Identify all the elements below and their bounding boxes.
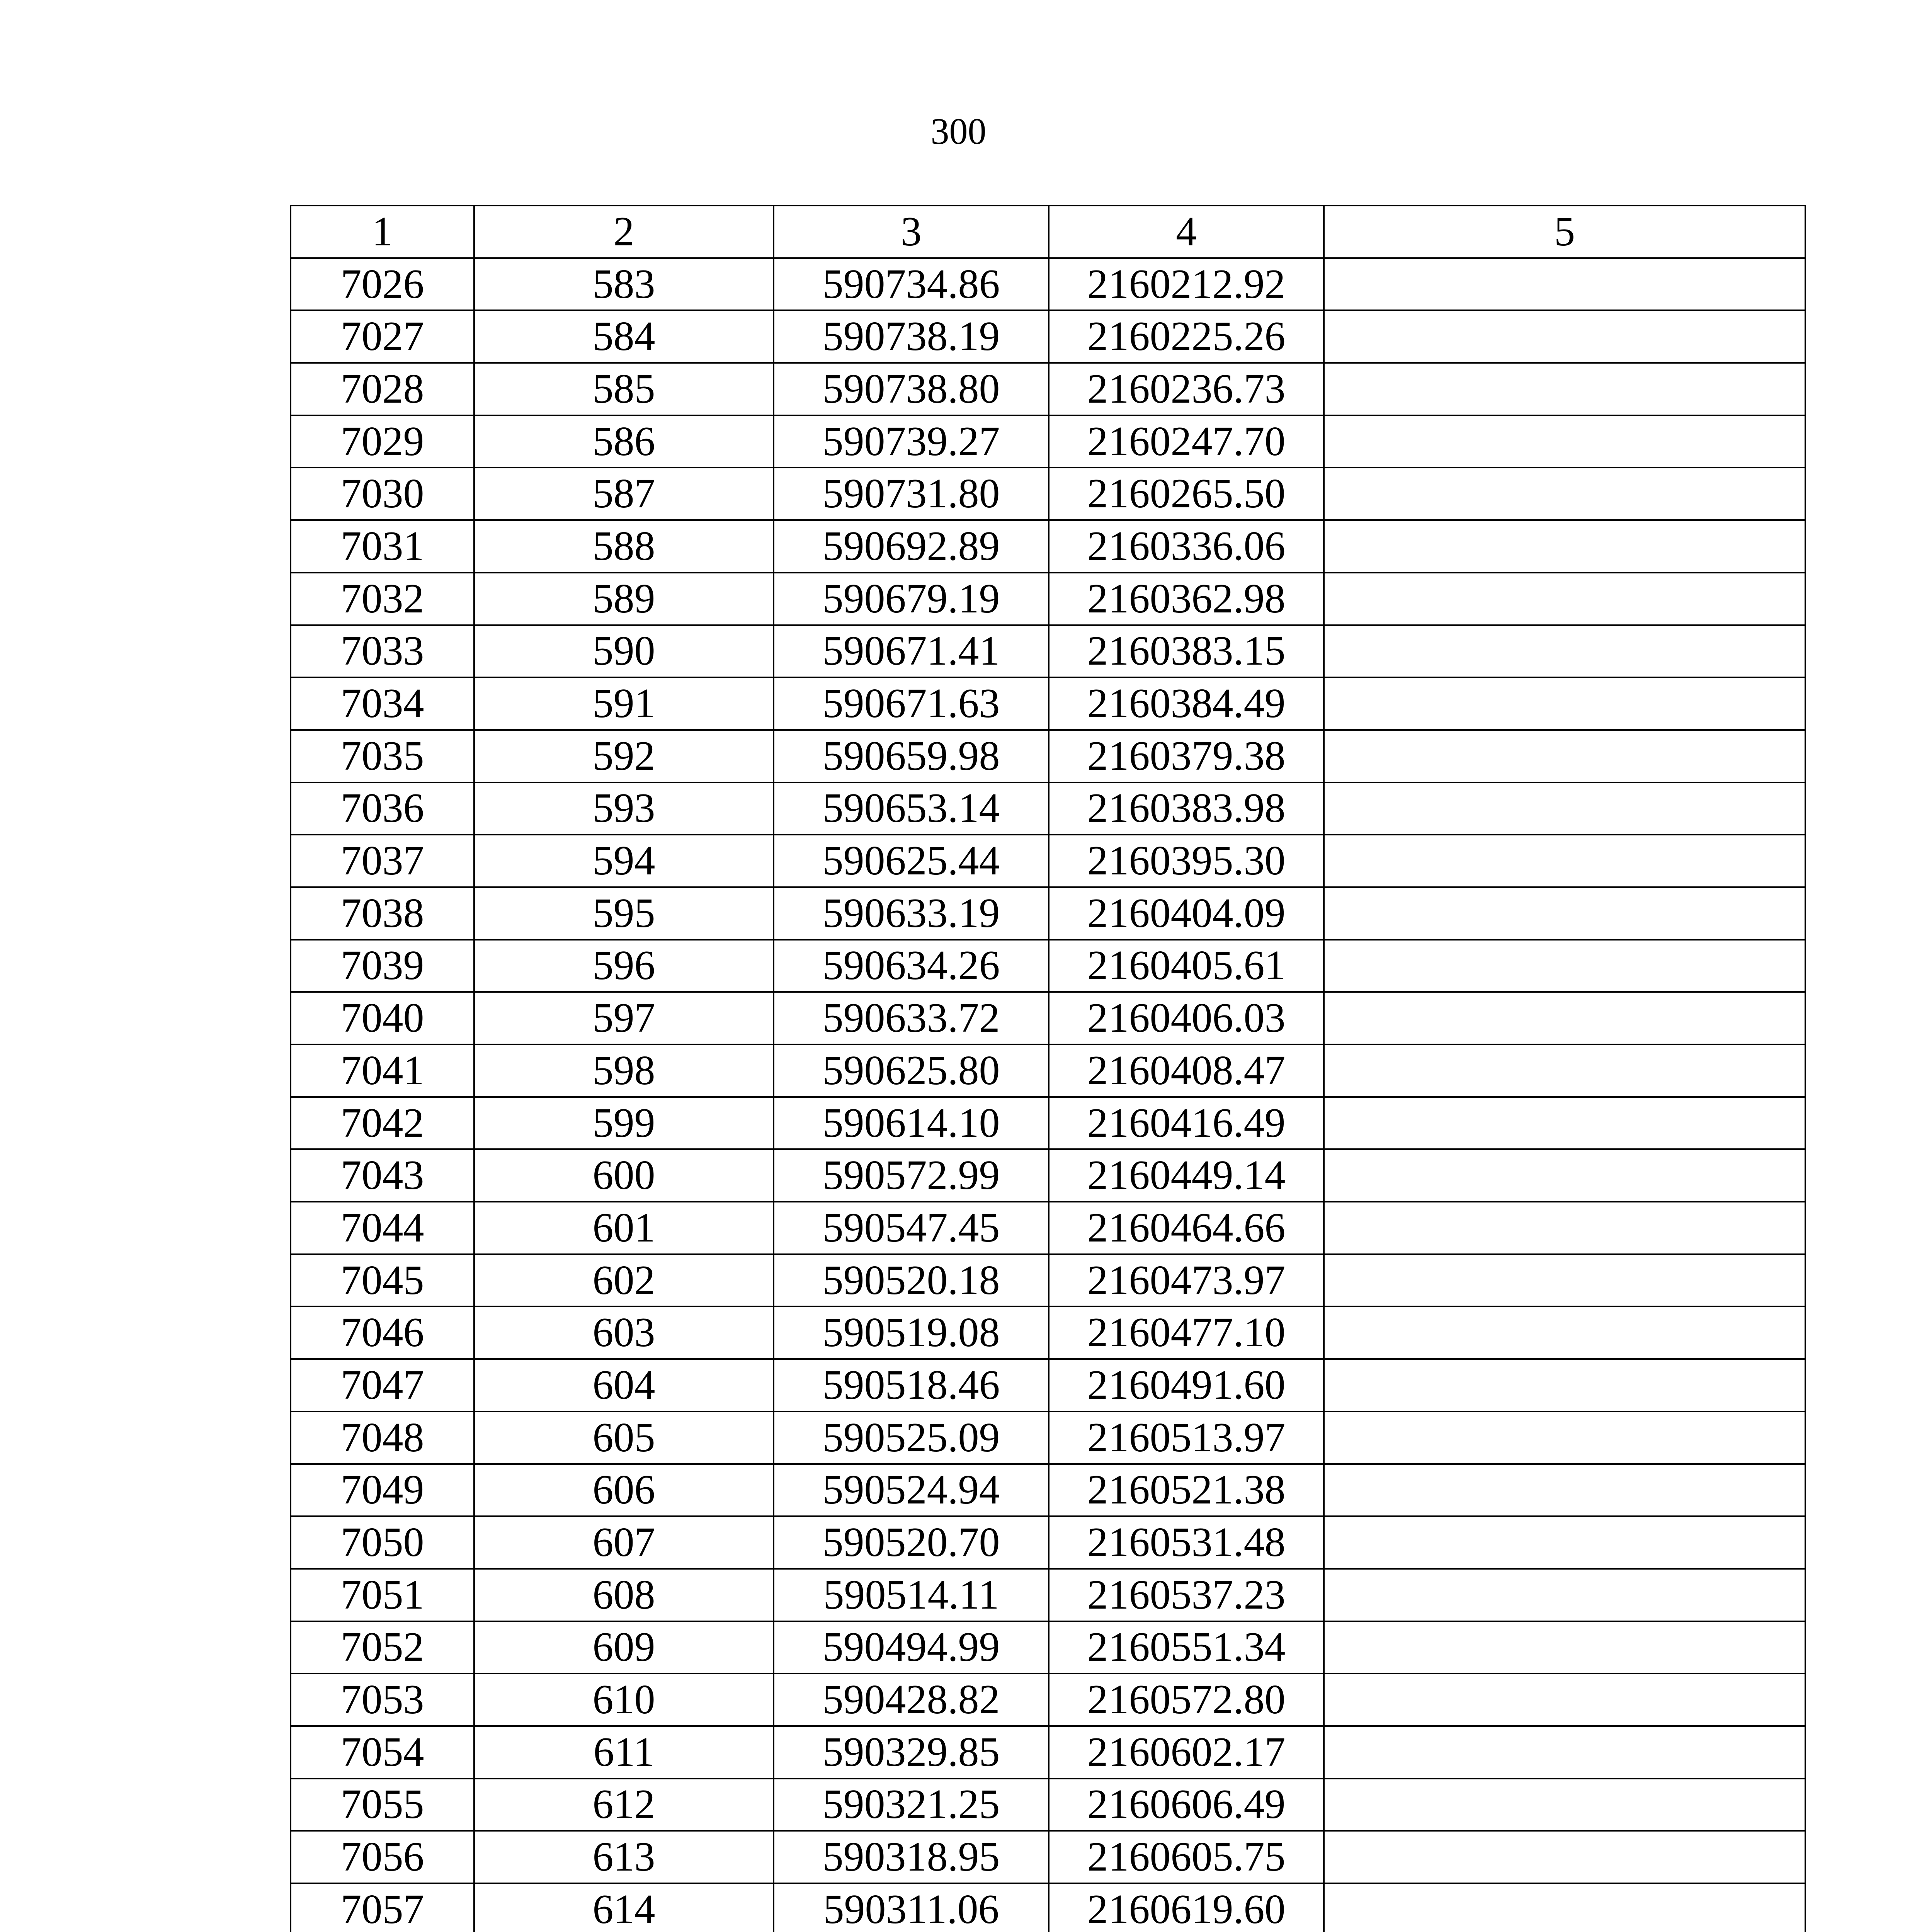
point-number-cell: 610 <box>474 1673 774 1726</box>
x-coordinate-cell: 590671.41 <box>774 625 1049 678</box>
point-number-cell: 613 <box>474 1831 774 1883</box>
header-cell-1: 1 <box>291 206 474 258</box>
x-coordinate-cell: 590311.06 <box>774 1883 1049 1932</box>
x-coordinate-cell: 590625.44 <box>774 835 1049 887</box>
row-number-cell: 7055 <box>291 1779 474 1831</box>
y-coordinate-cell: 2160395.30 <box>1049 835 1324 887</box>
point-number-cell: 592 <box>474 730 774 782</box>
header-cell-5: 5 <box>1324 206 1805 258</box>
point-number-cell: 608 <box>474 1569 774 1621</box>
note-cell <box>1324 1412 1805 1464</box>
table-row <box>291 1516 1805 1569</box>
table-row <box>291 573 1805 625</box>
x-coordinate-cell: 590653.14 <box>774 782 1049 835</box>
row-number-cell: 7053 <box>291 1673 474 1726</box>
row-number-cell: 7045 <box>291 1254 474 1307</box>
x-coordinate-cell: 590625.80 <box>774 1044 1049 1097</box>
y-coordinate-cell: 2160449.14 <box>1049 1149 1324 1202</box>
x-coordinate-cell: 590321.25 <box>774 1779 1049 1831</box>
point-number-cell: 587 <box>474 468 774 520</box>
point-number-cell: 607 <box>474 1516 774 1569</box>
y-coordinate-cell: 2160336.06 <box>1049 520 1324 573</box>
header-cell-4: 4 <box>1049 206 1324 258</box>
point-number-cell: 600 <box>474 1149 774 1202</box>
x-coordinate-cell: 590671.63 <box>774 677 1049 730</box>
row-number-cell: 7047 <box>291 1359 474 1412</box>
y-coordinate-cell: 2160408.47 <box>1049 1044 1324 1097</box>
note-cell <box>1324 1883 1805 1932</box>
table-row <box>291 468 1805 520</box>
point-number-cell: 612 <box>474 1779 774 1831</box>
note-cell <box>1324 1306 1805 1359</box>
x-coordinate-cell: 590318.95 <box>774 1831 1049 1883</box>
table-body <box>291 258 1805 1932</box>
y-coordinate-cell: 2160247.70 <box>1049 415 1324 468</box>
note-cell <box>1324 625 1805 678</box>
table-row <box>291 1097 1805 1150</box>
x-coordinate-cell: 590739.27 <box>774 415 1049 468</box>
row-number-cell: 7029 <box>291 415 474 468</box>
table-row <box>291 1779 1805 1831</box>
table-row <box>291 415 1805 468</box>
note-cell <box>1324 992 1805 1044</box>
point-number-cell: 614 <box>474 1883 774 1932</box>
row-number-cell: 7038 <box>291 887 474 940</box>
note-cell <box>1324 573 1805 625</box>
x-coordinate-cell: 590692.89 <box>774 520 1049 573</box>
x-coordinate-cell: 590329.85 <box>774 1726 1049 1779</box>
row-number-cell: 7032 <box>291 573 474 625</box>
y-coordinate-cell: 2160605.75 <box>1049 1831 1324 1883</box>
x-coordinate-cell: 590738.19 <box>774 310 1049 363</box>
table-row <box>291 730 1805 782</box>
row-number-cell: 7054 <box>291 1726 474 1779</box>
note-cell <box>1324 1044 1805 1097</box>
row-number-cell: 7040 <box>291 992 474 1044</box>
note-cell <box>1324 887 1805 940</box>
y-coordinate-cell: 2160606.49 <box>1049 1779 1324 1831</box>
row-number-cell: 7051 <box>291 1569 474 1621</box>
point-number-cell: 591 <box>474 677 774 730</box>
table-row <box>291 940 1805 992</box>
row-number-cell: 7035 <box>291 730 474 782</box>
table-row <box>291 1044 1805 1097</box>
y-coordinate-cell: 2160537.23 <box>1049 1569 1324 1621</box>
row-number-cell: 7036 <box>291 782 474 835</box>
x-coordinate-cell: 590634.26 <box>774 940 1049 992</box>
y-coordinate-cell: 2160531.48 <box>1049 1516 1324 1569</box>
point-number-cell: 598 <box>474 1044 774 1097</box>
x-coordinate-cell: 590679.19 <box>774 573 1049 625</box>
point-number-cell: 596 <box>474 940 774 992</box>
note-cell <box>1324 520 1805 573</box>
row-number-cell: 7057 <box>291 1883 474 1932</box>
x-coordinate-cell: 590520.18 <box>774 1254 1049 1307</box>
note-cell <box>1324 835 1805 887</box>
y-coordinate-cell: 2160477.10 <box>1049 1306 1324 1359</box>
note-cell <box>1324 1202 1805 1254</box>
header-cell-2: 2 <box>474 206 774 258</box>
table-row <box>291 1464 1805 1517</box>
row-number-cell: 7050 <box>291 1516 474 1569</box>
coordinates-table <box>290 205 1806 1932</box>
y-coordinate-cell: 2160362.98 <box>1049 573 1324 625</box>
x-coordinate-cell: 590519.08 <box>774 1306 1049 1359</box>
y-coordinate-cell: 2160572.80 <box>1049 1673 1324 1726</box>
row-number-cell: 7031 <box>291 520 474 573</box>
row-number-cell: 7034 <box>291 677 474 730</box>
point-number-cell: 606 <box>474 1464 774 1517</box>
x-coordinate-cell: 590518.46 <box>774 1359 1049 1412</box>
y-coordinate-cell: 2160491.60 <box>1049 1359 1324 1412</box>
note-cell <box>1324 1726 1805 1779</box>
table-row <box>291 1726 1805 1779</box>
y-coordinate-cell: 2160473.97 <box>1049 1254 1324 1307</box>
table-row <box>291 1306 1805 1359</box>
point-number-cell: 594 <box>474 835 774 887</box>
y-coordinate-cell: 2160384.49 <box>1049 677 1324 730</box>
point-number-cell: 583 <box>474 258 774 311</box>
note-cell <box>1324 782 1805 835</box>
x-coordinate-cell: 590547.45 <box>774 1202 1049 1254</box>
x-coordinate-cell: 590428.82 <box>774 1673 1049 1726</box>
row-number-cell: 7049 <box>291 1464 474 1517</box>
table-row <box>291 1673 1805 1726</box>
note-cell <box>1324 1359 1805 1412</box>
x-coordinate-cell: 590514.11 <box>774 1569 1049 1621</box>
note-cell <box>1324 310 1805 363</box>
table-row <box>291 258 1805 311</box>
y-coordinate-cell: 2160464.66 <box>1049 1202 1324 1254</box>
x-coordinate-cell: 590738.80 <box>774 363 1049 415</box>
y-coordinate-cell: 2160551.34 <box>1049 1621 1324 1674</box>
table-row <box>291 310 1805 363</box>
point-number-cell: 611 <box>474 1726 774 1779</box>
note-cell <box>1324 468 1805 520</box>
note-cell <box>1324 1621 1805 1674</box>
point-number-cell: 601 <box>474 1202 774 1254</box>
row-number-cell: 7033 <box>291 625 474 678</box>
table-row <box>291 1831 1805 1883</box>
note-cell <box>1324 730 1805 782</box>
table-row <box>291 992 1805 1044</box>
note-cell <box>1324 940 1805 992</box>
table-row <box>291 1883 1805 1932</box>
note-cell <box>1324 1831 1805 1883</box>
note-cell <box>1324 258 1805 311</box>
note-cell <box>1324 677 1805 730</box>
row-number-cell: 7030 <box>291 468 474 520</box>
point-number-cell: 599 <box>474 1097 774 1150</box>
row-number-cell: 7027 <box>291 310 474 363</box>
row-number-cell: 7037 <box>291 835 474 887</box>
x-coordinate-cell: 590633.19 <box>774 887 1049 940</box>
table-header <box>291 206 1805 258</box>
y-coordinate-cell: 2160404.09 <box>1049 887 1324 940</box>
row-number-cell: 7043 <box>291 1149 474 1202</box>
table-row <box>291 782 1805 835</box>
table-row <box>291 520 1805 573</box>
table-row <box>291 625 1805 678</box>
note-cell <box>1324 1254 1805 1307</box>
point-number-cell: 584 <box>474 310 774 363</box>
table-row <box>291 1359 1805 1412</box>
point-number-cell: 605 <box>474 1412 774 1464</box>
point-number-cell: 593 <box>474 782 774 835</box>
x-coordinate-cell: 590494.99 <box>774 1621 1049 1674</box>
y-coordinate-cell: 2160406.03 <box>1049 992 1324 1044</box>
x-coordinate-cell: 590520.70 <box>774 1516 1049 1569</box>
point-number-cell: 585 <box>474 363 774 415</box>
y-coordinate-cell: 2160416.49 <box>1049 1097 1324 1150</box>
row-number-cell: 7041 <box>291 1044 474 1097</box>
table-row <box>291 887 1805 940</box>
note-cell <box>1324 1569 1805 1621</box>
point-number-cell: 603 <box>474 1306 774 1359</box>
x-coordinate-cell: 590614.10 <box>774 1097 1049 1150</box>
table-row <box>291 1412 1805 1464</box>
x-coordinate-cell: 590659.98 <box>774 730 1049 782</box>
y-coordinate-cell: 2160383.15 <box>1049 625 1324 678</box>
point-number-cell: 604 <box>474 1359 774 1412</box>
y-coordinate-cell: 2160225.26 <box>1049 310 1324 363</box>
row-number-cell: 7042 <box>291 1097 474 1150</box>
y-coordinate-cell: 2160212.92 <box>1049 258 1324 311</box>
page-number: 300 <box>930 111 987 152</box>
table-header-row <box>291 206 1805 258</box>
point-number-cell: 589 <box>474 573 774 625</box>
y-coordinate-cell: 2160521.38 <box>1049 1464 1324 1517</box>
row-number-cell: 7048 <box>291 1412 474 1464</box>
x-coordinate-cell: 590525.09 <box>774 1412 1049 1464</box>
note-cell <box>1324 1097 1805 1150</box>
table-row <box>291 1254 1805 1307</box>
table-row <box>291 363 1805 415</box>
row-number-cell: 7056 <box>291 1831 474 1883</box>
point-number-cell: 597 <box>474 992 774 1044</box>
y-coordinate-cell: 2160379.38 <box>1049 730 1324 782</box>
note-cell <box>1324 1516 1805 1569</box>
note-cell <box>1324 363 1805 415</box>
point-number-cell: 609 <box>474 1621 774 1674</box>
note-cell <box>1324 1464 1805 1517</box>
x-coordinate-cell: 590731.80 <box>774 468 1049 520</box>
y-coordinate-cell: 2160383.98 <box>1049 782 1324 835</box>
x-coordinate-cell: 590734.86 <box>774 258 1049 311</box>
x-coordinate-cell: 590633.72 <box>774 992 1049 1044</box>
note-cell <box>1324 415 1805 468</box>
y-coordinate-cell: 2160602.17 <box>1049 1726 1324 1779</box>
note-cell <box>1324 1779 1805 1831</box>
point-number-cell: 586 <box>474 415 774 468</box>
point-number-cell: 602 <box>474 1254 774 1307</box>
table-row <box>291 835 1805 887</box>
y-coordinate-cell: 2160513.97 <box>1049 1412 1324 1464</box>
header-cell-3: 3 <box>774 206 1049 258</box>
row-number-cell: 7052 <box>291 1621 474 1674</box>
point-number-cell: 595 <box>474 887 774 940</box>
point-number-cell: 590 <box>474 625 774 678</box>
row-number-cell: 7039 <box>291 940 474 992</box>
table-row <box>291 1621 1805 1674</box>
note-cell <box>1324 1673 1805 1726</box>
table-row <box>291 1569 1805 1621</box>
y-coordinate-cell: 2160236.73 <box>1049 363 1324 415</box>
row-number-cell: 7028 <box>291 363 474 415</box>
table-row <box>291 677 1805 730</box>
x-coordinate-cell: 590572.99 <box>774 1149 1049 1202</box>
y-coordinate-cell: 2160265.50 <box>1049 468 1324 520</box>
row-number-cell: 7046 <box>291 1306 474 1359</box>
row-number-cell: 7044 <box>291 1202 474 1254</box>
y-coordinate-cell: 2160619.60 <box>1049 1883 1324 1932</box>
y-coordinate-cell: 2160405.61 <box>1049 940 1324 992</box>
table-row <box>291 1149 1805 1202</box>
point-number-cell: 588 <box>474 520 774 573</box>
table-row <box>291 1202 1805 1254</box>
x-coordinate-cell: 590524.94 <box>774 1464 1049 1517</box>
row-number-cell: 7026 <box>291 258 474 311</box>
note-cell <box>1324 1149 1805 1202</box>
